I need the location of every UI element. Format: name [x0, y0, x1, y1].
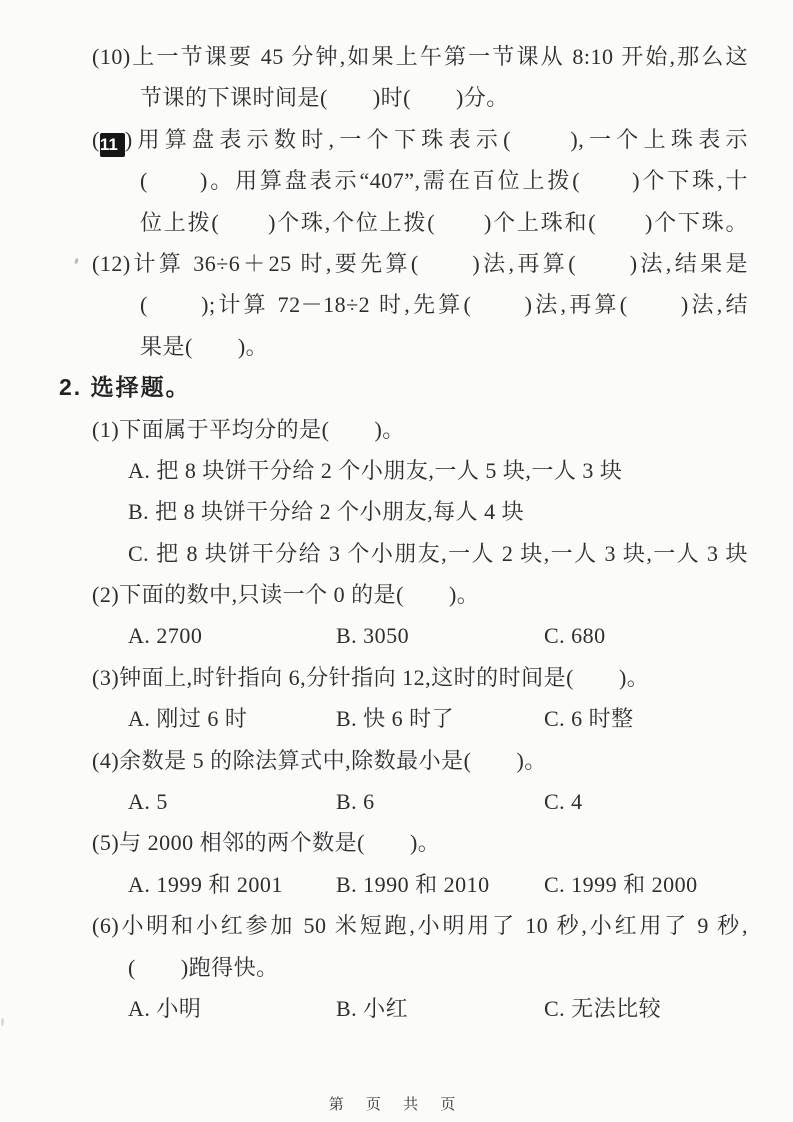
q11-line-2: ( )。用算盘表示“407”,需在百位上拨( )个下珠,十	[140, 168, 748, 194]
q10-line-1: (10)上一节课要 45 分钟,如果上午第一节课从 8:10 开始,那么这	[92, 44, 748, 69]
q11-line-3: 位上拨( )个珠,个位上拨( )个上珠和( )个下珠。	[140, 209, 748, 235]
scan-speck	[1, 1018, 4, 1026]
q6-option-a: A. 小明	[128, 995, 202, 1021]
q4-option-a: A. 5	[128, 789, 168, 815]
scan-speck	[74, 258, 79, 265]
q12-line-2: ( );计算 72－18÷2 时,先算( )法,再算( )法,结	[140, 292, 748, 318]
q5-option-b: B. 1990 和 2010	[336, 871, 490, 897]
q11-line-1	[92, 119, 748, 160]
q4-stem: (4)余数是 5 的除法算式中,除数最小是( )。	[92, 747, 547, 773]
q5-option-c: C. 1999 和 2000	[544, 871, 698, 897]
q2-option-b: B. 3050	[336, 623, 410, 649]
q3-option-b: B. 快 6 时了	[336, 706, 455, 732]
q6-options-row	[92, 988, 748, 1029]
q2-stem: (2)下面的数中,只读一个 0 的是( )。	[92, 582, 480, 608]
q1-option-a: A. 把 8 块饼干分给 2 个小朋友,一人 5 块,一人 3 块	[128, 457, 623, 483]
q2-options-row	[92, 615, 748, 656]
q6-option-b: B. 小红	[336, 995, 409, 1021]
page-footer: 第 页 共 页	[328, 1096, 465, 1113]
q12-line-3: 果是( )。	[140, 333, 269, 359]
q3-option-c: C. 6 时整	[544, 706, 634, 732]
q1-option-c: C. 把 8 块饼干分给 3 个小朋友,一人 2 块,一人 3 块,一人 3 块	[128, 540, 748, 566]
q6-stem: (6)小明和小红参加 50 米短跑,小明用了 10 秒,小红用了 9 秒,	[92, 913, 748, 939]
q2-option-c: C. 680	[544, 623, 606, 649]
q6-stem-line-2: ( )跑得快。	[128, 954, 279, 980]
q2-option-a: A. 2700	[128, 623, 203, 649]
q3-stem: (3)钟面上,时针指向 6,分针指向 12,这时的时间是( )。	[92, 664, 650, 690]
q11-number-badge: 11	[100, 133, 125, 157]
q6-option-c: C. 无法比较	[544, 995, 662, 1021]
q5-stem: (5)与 2000 相邻的两个数是( )。	[92, 830, 441, 856]
q4-options-row	[92, 781, 748, 822]
q5-options-row	[92, 864, 748, 905]
worksheet-content	[59, 36, 748, 1029]
q10-line-2: 节课的下课时间是( )时( )分。	[140, 85, 509, 111]
q4-option-b: B. 6	[336, 789, 375, 815]
q3-options-row	[92, 698, 748, 739]
q1-stem: (1)下面属于平均分的是( )。	[92, 416, 405, 442]
q1-option-b: B. 把 8 块饼干分给 2 个小朋友,每人 4 块	[128, 499, 525, 525]
q11-line-1-text: )用算盘表示数时,一个下珠表示( ),一个上珠表示	[124, 126, 748, 152]
q4-option-c: C. 4	[544, 789, 583, 815]
q5-option-a: A. 1999 和 2001	[128, 871, 283, 897]
q3-option-a: A. 刚过 6 时	[128, 706, 248, 732]
q11-paren-open: (	[92, 126, 100, 152]
section-2-heading: 2. 选择题。	[59, 374, 191, 401]
q12-line-1: (12)计算 36÷6＋25 时,要先算( )法,再算( )法,结果是	[92, 250, 748, 276]
